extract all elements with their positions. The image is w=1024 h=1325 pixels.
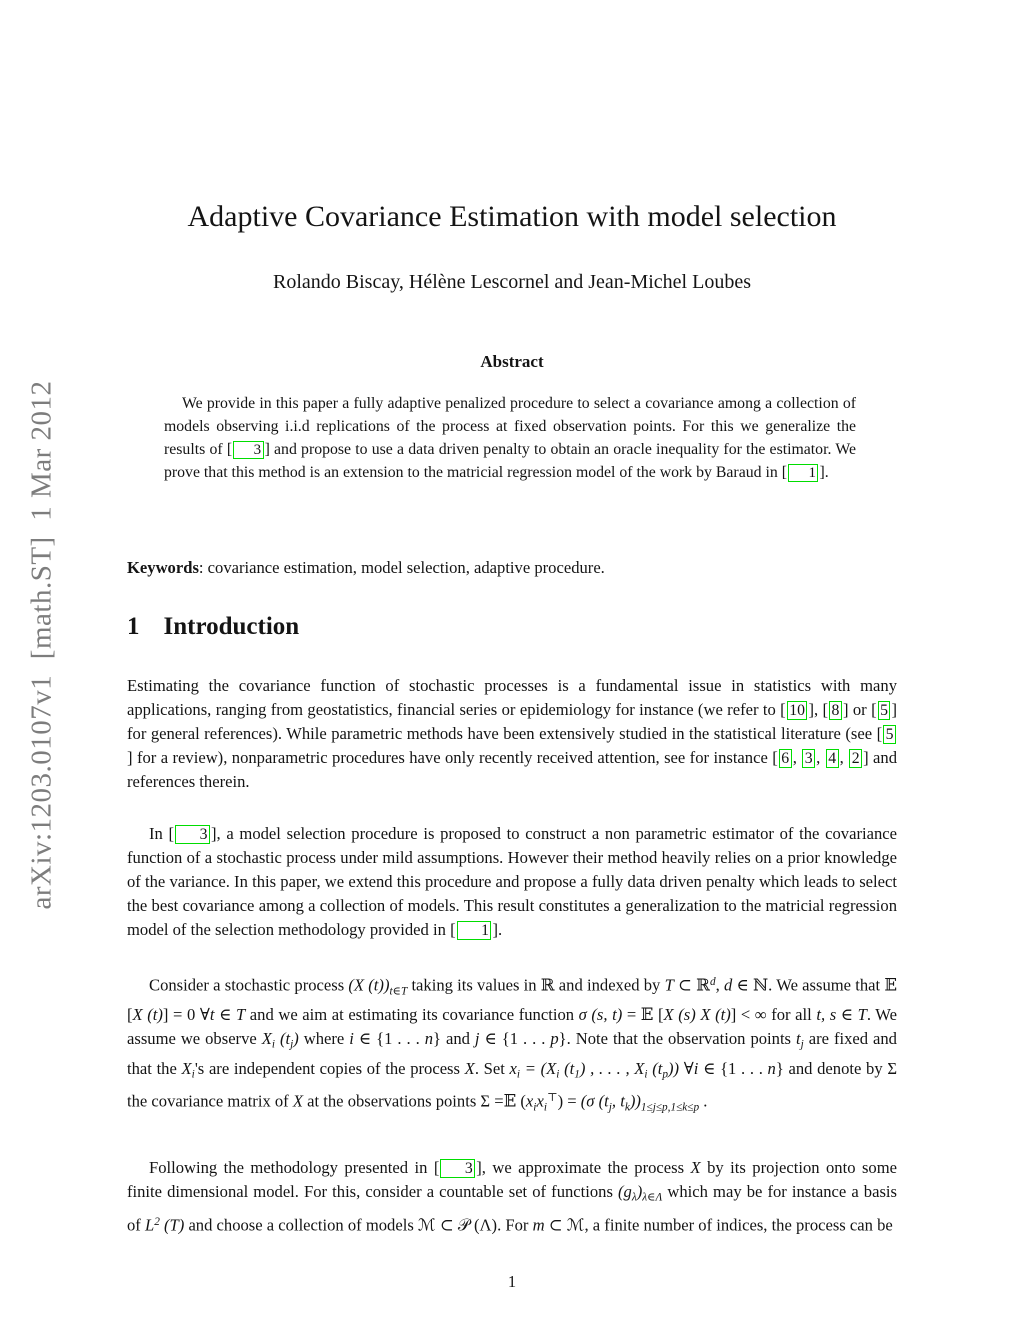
math-subscript: 1≤j≤p,1≤k≤p: [640, 1101, 700, 1114]
citation-link[interactable]: 8: [829, 701, 842, 720]
abstract-text: We provide in this paper a fully adaptive penalized procedure to select a covariance among a collection of models observing i.i.d replications of the process at fixed observation points. For this we generalize the results of [ 3 ] and propose to use a data driven penalty to obtain an oracle inequality for the estimator. We prove that this method is an extension to the matricial regression model of the work by Baraud in [ 1 ].: [164, 395, 856, 481]
math-text: x: [525, 1092, 534, 1112]
math-text: i: [693, 1058, 699, 1078]
intro-paragraph-2: In [ 3 ], a model selection procedure is proposed to construct a non parametric estimator of the covariance function of a stochastic process under mild assumptions. However their method heavily relies on a prior knowledge of the variance. In this paper, we extend this procedure and propose a fully data driven penalty which leads to select the best covariance among a collection of models. This result constitutes a generalization to the matricial regression model of the selection methodology provided in [ 1 ].: [127, 824, 897, 939]
intro-paragraph-3: Consider a stochastic process (X $(t))_{t\in T}$ taking its values in ℝ and indexed by T ⊂ ℝ$^d$, d ∈ ℕ. We assume that 𝔼 [X (t)] = 0 ∀t ∈ T and we aim at estimating its covariance function σ (s, t) = 𝔼 [X (s) X (t)] < ∞ for all t, s ∈ T. We assume we observe $X_i$ $(t_j)$ where i ∈ {1 . . . n} and j ∈ {1 . . . p}. Note that the observation points $t_j$ are fixed and that the $X_i's$ are independent copies of the process X. Set $x_i = (X_i$ $(t_1)$ , . . . , $X_i$ $(t_p)$) ∀i ∈ {1 . . . n} and denote by Σ the covariance matrix of X at the observations points Σ =𝔼 $(x_ix_i^⊤) = (\sigma$ ($t_j$, $t_k))_{1\le j\le p,1\le k\le p}$ .: [127, 975, 898, 1114]
section-number: 1: [127, 613, 140, 640]
math-subscript: i: [644, 1068, 648, 1081]
math-text: n: [424, 1029, 434, 1049]
keywords-line: Keywords: covariance estimation, model selection, adaptive procedure.: [127, 558, 605, 577]
math-text: m: [532, 1215, 545, 1235]
math-text: (T): [159, 1215, 185, 1235]
math-subscript: i: [516, 1068, 521, 1081]
math-subscript: i: [191, 1068, 195, 1081]
citation-link[interactable]: 2: [849, 749, 862, 768]
math-text: )): [629, 1092, 641, 1112]
math-text: T: [235, 1005, 246, 1025]
math-text: j: [474, 1029, 480, 1049]
citation-link[interactable]: 10: [787, 701, 808, 720]
math-text: d: [723, 975, 733, 995]
math-subscript: t∈T: [389, 985, 408, 998]
paper-title: Adaptive Covariance Estimation with model selection: [187, 200, 837, 233]
math-subscript: λ∈Λ: [642, 1191, 663, 1204]
math-subscript: i: [556, 1068, 560, 1081]
arxiv-watermark: arXiv:1203.0107v1 [math.ST] 1 Mar 2012: [25, 380, 58, 910]
math-subscript: 1: [574, 1068, 580, 1081]
math-text: X: [261, 1029, 272, 1049]
citation-link[interactable]: 5: [878, 701, 891, 720]
math-text: (t: [559, 1058, 575, 1078]
math-text: (t: [647, 1058, 663, 1078]
math-text: X (s) X (t): [663, 1005, 731, 1025]
math-text: = (X: [520, 1058, 557, 1078]
math-text: x: [536, 1092, 544, 1112]
citation-link[interactable]: 4: [826, 749, 839, 768]
math-subscript: j: [290, 1038, 294, 1051]
bold-label: Keywords: [127, 558, 199, 577]
math-text: L: [144, 1215, 155, 1235]
page-number: 1: [507, 1272, 517, 1291]
abstract-heading: Abstract: [480, 352, 544, 371]
citation-link[interactable]: 3: [440, 1159, 475, 1178]
math-text: σ (s, t): [578, 1005, 623, 1025]
math-text: i: [349, 1029, 354, 1049]
section-title: Introduction: [163, 613, 300, 640]
math-text: t: [795, 1029, 801, 1049]
paper-authors: Rolando Biscay, Hélène Lescornel and Jean-Michel Loubes: [273, 271, 751, 293]
math-text: (X (t)): [348, 975, 390, 995]
math-text: (g: [618, 1182, 632, 1201]
math-text: T: [664, 975, 674, 995]
citation-link[interactable]: 1: [457, 921, 492, 940]
math-text: (t: [275, 1029, 291, 1049]
citation-link[interactable]: 3: [175, 825, 210, 844]
math-subscript: k: [624, 1101, 630, 1114]
math-subscript: i: [543, 1101, 547, 1114]
citation-link[interactable]: 6: [779, 749, 792, 768]
math-text: X: [181, 1058, 192, 1078]
math-subscript: i: [271, 1038, 275, 1051]
intro-paragraph-4: Following the methodology presented in [ 3 ], we approximate the process X by its projection onto some finite dimensional model. For this, consider a countable set of functions $(g_\lambda)_{\lambda\in\Lambda}$ which may be for instance a basis of $L^2$ (T) and choose a collection of models ℳ ⊂ 𝒫 (Λ). For m ⊂ ℳ, a finite number of indices, the process can be: [127, 1158, 897, 1235]
math-subscript: j: [608, 1101, 612, 1114]
math-text: X (t): [132, 1005, 163, 1025]
math-text: , t: [611, 1092, 625, 1112]
math-text: n: [767, 1058, 776, 1078]
citation-link[interactable]: 3: [802, 749, 815, 768]
math-text: p: [550, 1029, 559, 1049]
math-subscript: i: [533, 1101, 537, 1114]
math-subscript: p: [662, 1068, 669, 1081]
math-text: T: [857, 1005, 867, 1025]
math-superscript: ⊤: [546, 1092, 558, 1105]
citation-link[interactable]: 1: [788, 464, 819, 482]
math-superscript: 2: [154, 1215, 160, 1228]
math-text: ): [293, 1029, 299, 1049]
math-text: X: [690, 1158, 701, 1177]
math-text: x: [509, 1058, 517, 1078]
section-heading-introduction: [127, 613, 299, 641]
math-text: )): [668, 1058, 680, 1078]
math-text: t, s: [816, 1005, 837, 1025]
math-text: X: [464, 1058, 475, 1078]
math-text: (σ (t: [580, 1092, 609, 1112]
math-subscript: j: [800, 1038, 804, 1051]
math-text: X: [292, 1092, 303, 1112]
math-text: t: [209, 1005, 215, 1025]
citation-link[interactable]: 5: [883, 725, 896, 744]
intro-paragraph-1: Estimating the covariance function of stochastic processes is a fundamental issue in statistics with many applications, ranging from geostatistics, financial series or epidemiology for instance (we refer to [ 10 ], [ 8 ] or [ 5 ] for general references). While parametric methods have been extensively studied in the statistical literature (see [ 5] for a review), nonparametric procedures have only recently received attention, see for instance [ 6 , 3 , 4 , 2 ] and references therein.: [127, 676, 898, 791]
math-text: ): [636, 1182, 643, 1201]
math-superscript: d: [709, 976, 716, 988]
math-subscript: λ: [631, 1191, 637, 1204]
citation-link[interactable]: 3: [233, 441, 264, 459]
math-text: ) , . . . , X: [579, 1058, 645, 1078]
